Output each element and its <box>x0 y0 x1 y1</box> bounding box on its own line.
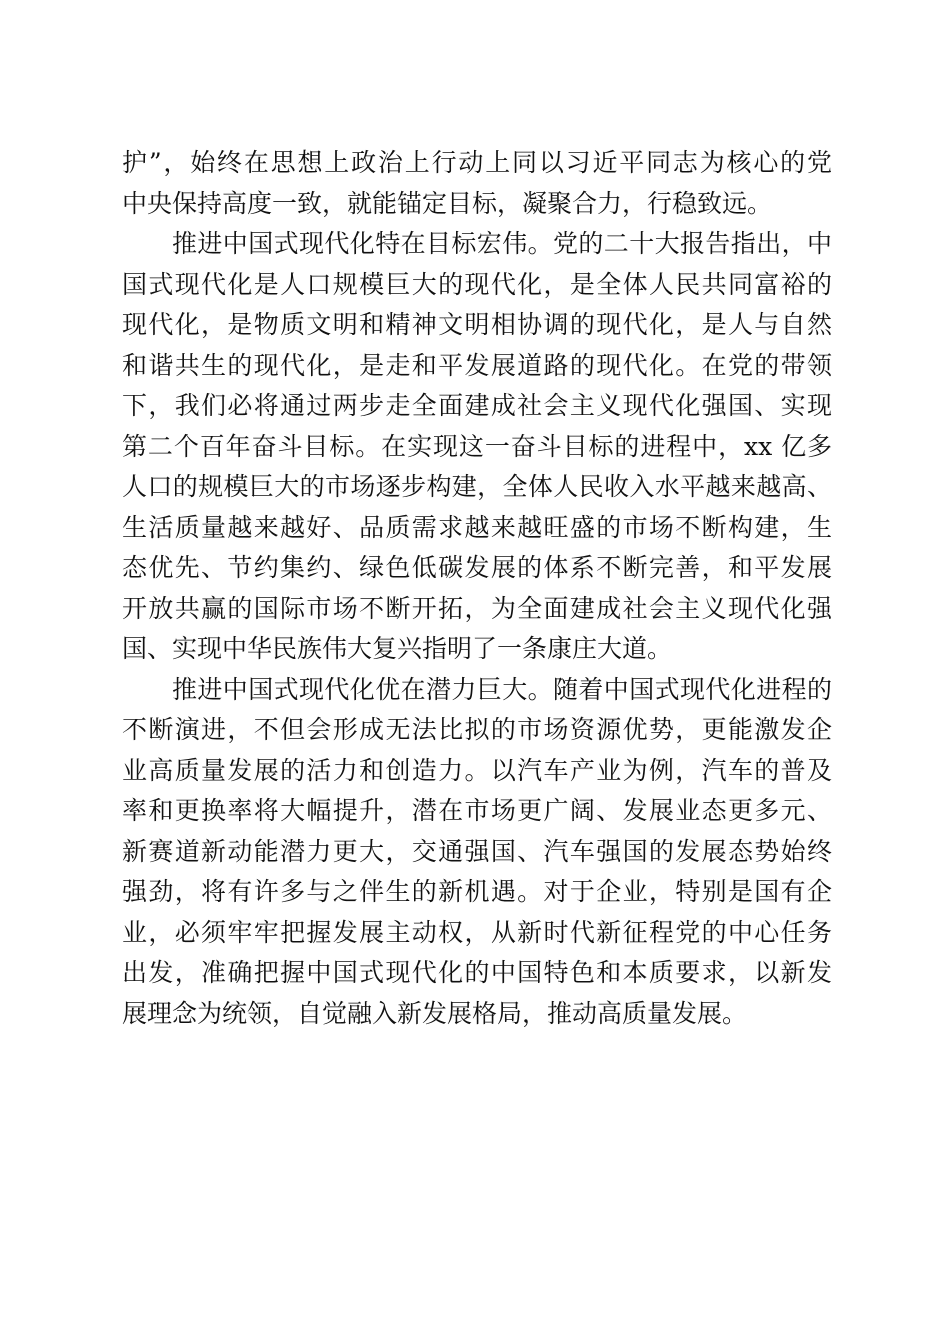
paragraph-1-line-1: 护”，始终在思想上政治上行动上同以习近平同志为核心的党 <box>122 148 832 177</box>
paragraph-2-line-3: 现代化，是物质文明和精神文明相协调的现代化，是人与自然 <box>122 310 832 339</box>
paragraph-3-line-8: 出发，准确把握中国式现代化的中国特色和本质要求，以新发 <box>122 958 832 987</box>
paragraph-3-line-1: 推进中国式现代化优在潜力巨大。随着中国式现代化进程的 <box>172 674 832 704</box>
paragraph-2-line-9: 态优先、节约集约、绿色低碳发展的体系不断完善，和平发展 <box>122 553 832 582</box>
paragraph-2-line-11: 国、实现中华民族伟大复兴指明了一条康庄大道。 <box>122 634 673 663</box>
paragraph-3-line-4: 率和更换率将大幅提升，潜在市场更广阔、发展业态更多元、 <box>122 796 832 825</box>
paragraph-2-line-7: 人口的规模巨大的市场逐步构建，全体人民收入水平越来越高、 <box>122 472 832 501</box>
paragraph-2-line-2: 国式现代化是人口规模巨大的现代化，是全体人民共同富裕的 <box>122 269 832 299</box>
body-text <box>122 143 832 1034</box>
paragraph-3-line-5: 新赛道新动能潜力更大，交通强国、汽车强国的发展态势始终 <box>122 836 832 866</box>
paragraph-3-line-2: 不断演进，不但会形成无法比拟的市场资源优势，更能激发企 <box>122 715 832 744</box>
paragraph-3-line-3: 业高质量发展的活力和创造力。以汽车产业为例，汽车的普及 <box>122 755 832 785</box>
paragraph-2-line-5: 下，我们必将通过两步走全面建成社会主义现代化强国、实现 <box>122 391 832 420</box>
paragraph-3-line-7: 业，必须牢牢把握发展主动权，从新时代新征程党的中心任务 <box>122 917 832 947</box>
paragraph-1-line-2: 中央保持高度一致，就能锚定目标，凝聚合力，行稳致远。 <box>122 188 773 218</box>
paragraph-3-line-9: 展理念为统领，自觉融入新发展格局，推动高质量发展。 <box>122 998 748 1028</box>
paragraph-2-line-1: 推进中国式现代化特在目标宏伟。党的二十大报告指出，中 <box>172 229 832 258</box>
paragraph-2-line-4: 和谐共生的现代化，是走和平发展道路的现代化。在党的带领 <box>122 350 832 380</box>
paragraph-2-line-8: 生活质量越来越好、品质需求越来越旺盛的市场不断构建，生 <box>122 512 832 542</box>
paragraph-3-line-6: 强劲，将有许多与之伴生的新机遇。对于企业，特别是国有企 <box>122 877 832 906</box>
paragraph-2-line-10: 开放共赢的国际市场不断开拓，为全面建成社会主义现代化强 <box>122 593 832 623</box>
paragraph-2-line-6: 第二个百年奋斗目标。在实现这一奋斗目标的进程中，xx 亿多 <box>122 431 832 461</box>
